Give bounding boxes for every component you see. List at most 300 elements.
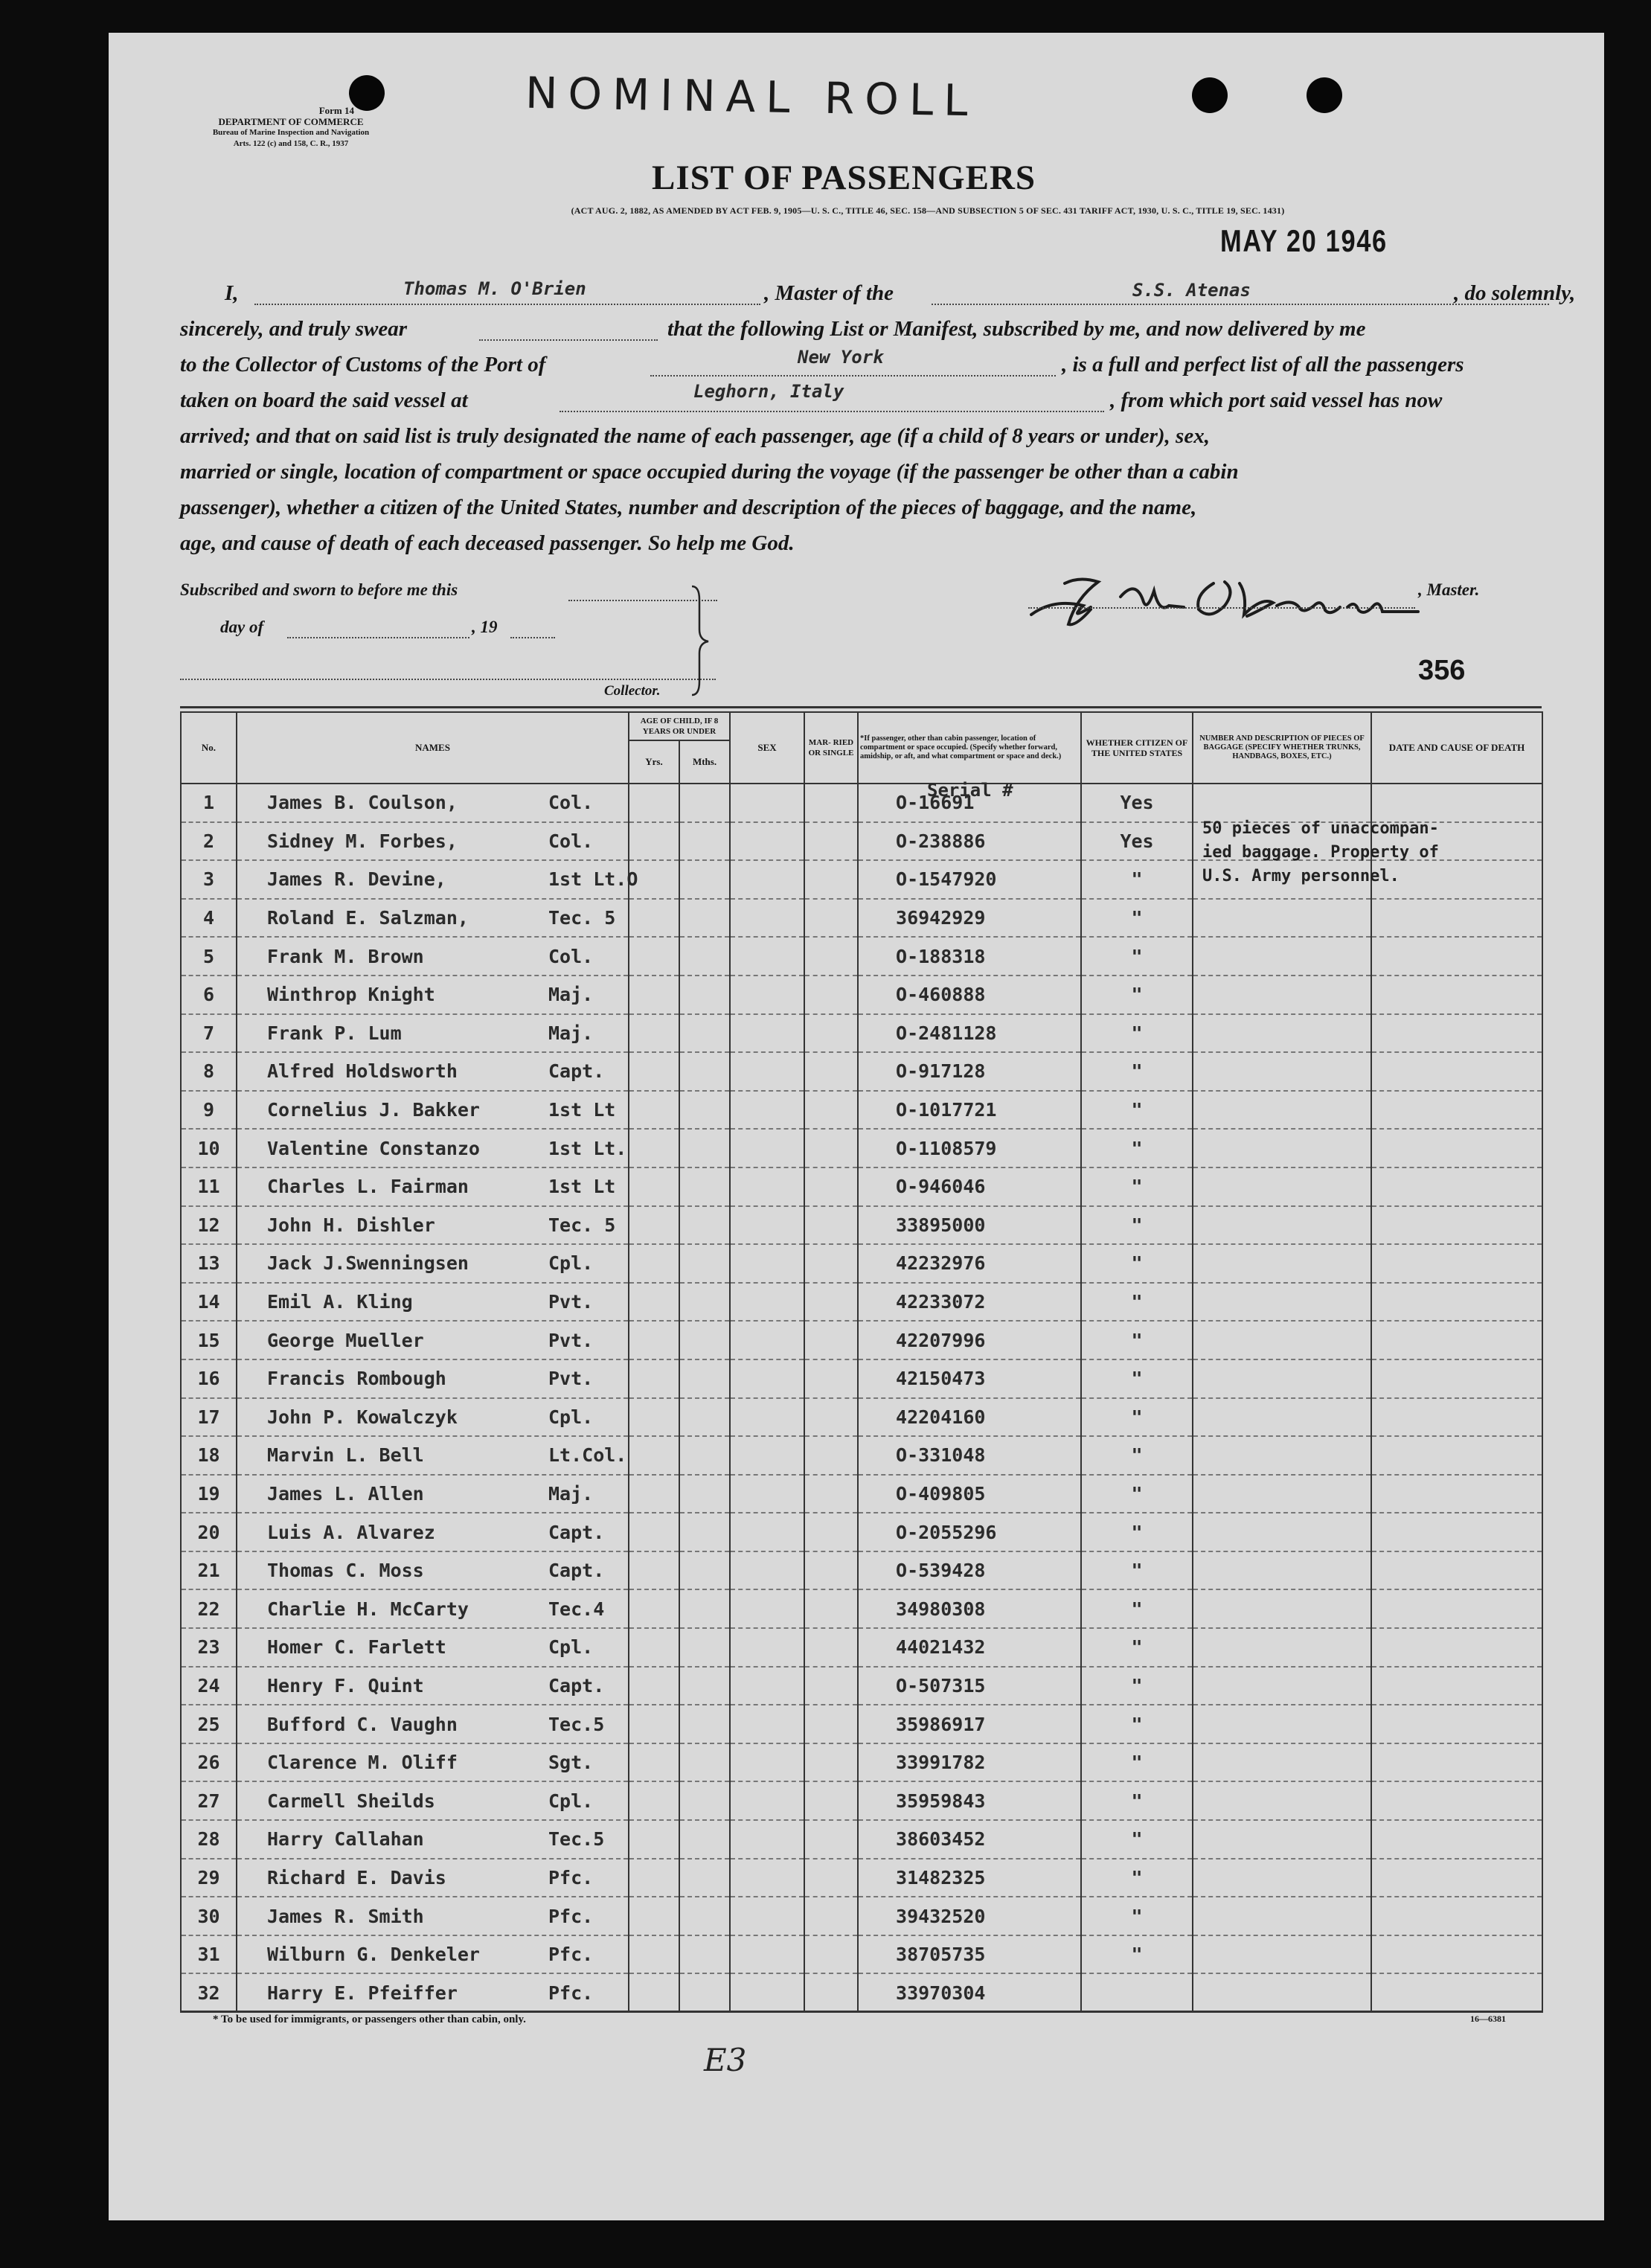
name-text: Emil A. Kling [267,1291,413,1313]
name-text: John P. Kowalczyk [267,1406,458,1428]
table-row [181,1897,1542,1935]
serial-number: 44021432 [858,1628,1081,1667]
table-row [181,784,1542,822]
age-months [679,1551,730,1590]
table-row [181,1091,1542,1130]
baggage [1193,1628,1371,1667]
name-text: Homer C. Farlett [267,1636,446,1659]
row-number: 10 [181,1129,237,1167]
rank-text: Col. [548,945,594,967]
baggage-note-line: U.S. Army personnel. [1202,867,1400,885]
marital-status [804,1628,858,1667]
citizen-status: " [1081,1283,1193,1322]
col-married: MAR- RIED OR SINGLE [804,712,858,784]
passenger-name [237,1129,629,1167]
row-number: 27 [181,1781,237,1820]
master-name: Thomas M. O'Brien [403,278,586,299]
baggage-note-line: ied baggage. Property of [1202,843,1439,862]
death [1371,1014,1542,1053]
death [1371,1475,1542,1513]
table-row [181,976,1542,1014]
marital-status [804,1283,858,1322]
age-months [679,1398,730,1437]
sex [730,1705,804,1743]
col-citizen: WHETHER CITIZEN OF THE UNITED STATES [1081,712,1193,784]
table-row [181,1321,1542,1359]
row-number: 15 [181,1321,237,1359]
baggage [1193,1398,1371,1437]
death [1371,1167,1542,1206]
death [1371,1859,1542,1897]
rank-text: Maj. [548,1022,594,1044]
passenger-name [237,1091,629,1130]
death [1371,1436,1542,1475]
table-row [181,1244,1542,1283]
rank-text: Capt. [548,1674,605,1697]
name-text: Harry Callahan [267,1828,424,1851]
age-years [629,1398,679,1437]
rank-text: Cpl. [548,1406,594,1428]
death [1371,1398,1542,1437]
table-row [181,1398,1542,1437]
name-text: John H. Dishler [267,1214,435,1236]
death [1371,1321,1542,1359]
name-text: Valentine Constanzo [267,1137,480,1159]
age-years [629,1781,679,1820]
row-number: 18 [181,1436,237,1475]
death [1371,1359,1542,1398]
name-text: Alfred Holdsworth [267,1060,458,1083]
citizen-status: " [1081,1321,1193,1359]
age-months [679,1436,730,1475]
age-years [629,1206,679,1245]
col-yrs: Yrs. [629,740,679,784]
citizen-status: " [1081,1129,1193,1167]
age-months [679,1935,730,1974]
death [1371,937,1542,976]
rank-text: Pfc. [548,1866,594,1889]
marital-status [804,1589,858,1628]
oath-text: , is a full and perfect list of all the passengers [1062,353,1464,377]
marital-status [804,1475,858,1513]
death [1371,1052,1542,1091]
table-row [181,1628,1542,1667]
passenger-table [180,711,1543,2013]
serial-number: 34980308 [858,1589,1081,1628]
age-months [679,1781,730,1820]
oath-text: , from which port said vessel has now [1110,388,1443,412]
serial-label: Serial # [927,780,1013,801]
age-years [629,1935,679,1974]
row-number: 4 [181,899,237,938]
serial-number: O-1547920 [858,860,1081,899]
citizen-status: " [1081,1436,1193,1475]
serial-number: O-460888 [858,976,1081,1014]
rank-text: Col. [548,830,594,852]
row-number: 25 [181,1705,237,1743]
page-number: 356 [1418,655,1466,686]
table-row [181,1052,1542,1091]
sex [730,1206,804,1245]
serial-number: 42233072 [858,1283,1081,1322]
sex [730,1475,804,1513]
baggage [1193,1167,1371,1206]
citizen-status: " [1081,1091,1193,1130]
row-number: 23 [181,1628,237,1667]
col-compartment: *If passenger, other than cabin passenger, location of compartment or space occupied. (Specify whether forward, amidship, or aft, and what compartment or space and deck.) [858,712,1081,784]
bottom-mark: E3 [704,2042,747,2078]
marital-status [804,1820,858,1859]
marital-status [804,1129,858,1167]
age-months [679,1820,730,1859]
rank-text: Pfc. [548,1944,594,1966]
table-row [181,1513,1542,1551]
passenger-name [237,1705,629,1743]
baggage [1193,1091,1371,1130]
passenger-name [237,1167,629,1206]
baggage [1193,1589,1371,1628]
col-death: DATE AND CAUSE OF DEATH [1371,712,1542,784]
oath-text: arrived; and that on said list is truly designated the name of each passenger, age (if a child of 8 years or under), sex, [180,424,1210,448]
age-years [629,937,679,976]
age-years [629,1667,679,1705]
name-text: Carmell Sheilds [267,1790,435,1812]
row-number: 6 [181,976,237,1014]
citizen-status: " [1081,1206,1193,1245]
name-text: Frank M. Brown [267,945,424,967]
passenger-name [237,1283,629,1322]
sex [730,1014,804,1053]
death [1371,1705,1542,1743]
marital-status [804,1244,858,1283]
name-text: Harry E. Pfeiffer [267,1982,458,2004]
baggage [1193,1897,1371,1935]
serial-number: 42232976 [858,1244,1081,1283]
arts-reference: Arts. 122 (c) and 158, C. R., 1937 [233,139,349,148]
row-number: 31 [181,1935,237,1974]
rank-text: Pvt. [548,1329,594,1351]
oath-text: that the following List or Manifest, subscribed by me, and now delivered by me [667,317,1366,341]
sex [730,1167,804,1206]
sex [730,1859,804,1897]
age-months [679,822,730,861]
marital-status [804,1551,858,1590]
death [1371,784,1542,822]
passenger-name [237,1321,629,1359]
print-code: 16—6381 [1470,2014,1506,2024]
passenger-name [237,1359,629,1398]
baggage-note-line: 50 pieces of unaccompan- [1202,819,1439,838]
serial-number: 35959843 [858,1781,1081,1820]
citizen-status [1081,1973,1193,2012]
col-no: No. [181,712,237,784]
citizen-status: " [1081,1359,1193,1398]
passenger-name [237,784,629,822]
passenger-name [237,860,638,899]
death [1371,1091,1542,1130]
rank-text: Pfc. [548,1905,594,1927]
row-number: 14 [181,1283,237,1322]
rank-text: Capt. [548,1521,605,1543]
marital-status [804,784,858,822]
name-text: Francis Rombough [267,1368,446,1390]
oath-text: to the Collector of Customs of the Port of [180,353,546,377]
age-months [679,1321,730,1359]
age-years [629,1705,679,1743]
name-text: Frank P. Lum [267,1022,402,1044]
rank-text: Pvt. [548,1291,594,1313]
name-text: James R. Devine, [267,868,446,891]
name-text: Charles L. Fairman [267,1176,469,1198]
rank-text: Col. [548,792,594,814]
rank-text: Sgt. [548,1752,594,1774]
age-years [629,899,679,938]
age-months [679,860,730,899]
serial-number: 42150473 [858,1359,1081,1398]
name-text: Bufford C. Vaughn [267,1713,458,1735]
death [1371,1244,1542,1283]
serial-number: O-188318 [858,937,1081,976]
rank-text: Cpl. [548,1790,594,1812]
port-of-arrival: New York [798,347,884,368]
marital-status [804,1167,858,1206]
passenger-name [237,976,629,1014]
serial-number: O-917128 [858,1052,1081,1091]
marital-status [804,1014,858,1053]
marital-status [804,1398,858,1437]
age-years [629,1475,679,1513]
passenger-name [237,1973,629,2012]
passenger-name [237,1820,629,1859]
baggage [1193,784,1371,822]
table-row [181,1359,1542,1398]
age-months [679,1129,730,1167]
sex [730,1743,804,1782]
rank-text: 1st Lt [548,1099,616,1121]
oath-text: passenger), whether a citizen of the United States, number and description of the pieces of baggage, and the name, [180,496,1197,519]
sex [730,1513,804,1551]
rank-text: Maj. [548,984,594,1006]
baggage [1193,899,1371,938]
age-months [679,1973,730,2012]
row-number: 19 [181,1475,237,1513]
page-title: LIST OF PASSENGERS [652,158,1036,197]
sex [730,899,804,938]
day-of-label: day of [220,618,264,636]
age-months [679,784,730,822]
row-number: 3 [181,860,237,899]
age-months [679,1052,730,1091]
serial-number: O-238886 [858,822,1081,861]
age-months [679,1359,730,1398]
row-number: 2 [181,822,237,861]
name-text: Thomas C. Moss [267,1560,424,1582]
row-number: 26 [181,1743,237,1782]
serial-number: O-331048 [858,1436,1081,1475]
citizen-status: " [1081,1052,1193,1091]
col-mths: Mths. [679,740,730,784]
table-row [181,1820,1542,1859]
sex [730,1628,804,1667]
age-years [629,1052,679,1091]
age-years [629,1551,679,1590]
marital-status [804,1321,858,1359]
passenger-name [237,822,629,861]
serial-number: O-409805 [858,1475,1081,1513]
serial-number: O-1017721 [858,1091,1081,1130]
sex [730,1973,804,2012]
table-row [181,1206,1542,1245]
citizen-status: " [1081,1897,1193,1935]
baggage [1193,1283,1371,1322]
row-number: 17 [181,1398,237,1437]
name-text: James B. Coulson, [267,792,458,814]
name-text: Charlie H. McCarty [267,1598,469,1620]
age-months [679,899,730,938]
serial-number: O-507315 [858,1667,1081,1705]
death [1371,1129,1542,1167]
date-stamp: MAY 20 1946 [1220,223,1388,258]
passenger-name [237,1859,629,1897]
citizen-status: " [1081,976,1193,1014]
citizen-status: " [1081,1820,1193,1859]
death [1371,976,1542,1014]
marital-status [804,1859,858,1897]
sex [730,1436,804,1475]
serial-number: O-946046 [858,1167,1081,1206]
marital-status [804,1935,858,1974]
citizen-status: " [1081,1014,1193,1053]
table-row [181,1551,1542,1590]
marital-status [804,822,858,861]
age-years [629,1589,679,1628]
sex [730,1897,804,1935]
sex [730,1398,804,1437]
marital-status [804,1206,858,1245]
age-months [679,1475,730,1513]
citizen-status: " [1081,1859,1193,1897]
baggage [1193,1052,1371,1091]
passenger-name [237,1551,629,1590]
age-months [679,1244,730,1283]
age-years [629,1359,679,1398]
rank-text: 1st Lt [548,1176,616,1198]
sex [730,1283,804,1322]
age-months [679,1283,730,1322]
collector-label: Collector. [604,683,661,699]
death [1371,1206,1542,1245]
sex [730,976,804,1014]
passenger-name [237,1475,629,1513]
oath-text: taken on board the said vessel at [180,388,468,412]
age-years [629,1091,679,1130]
sex [730,1589,804,1628]
row-number: 20 [181,1513,237,1551]
passenger-name [237,1052,629,1091]
passenger-name [237,1244,629,1283]
col-names: NAMES [237,712,629,784]
table-row [181,1436,1542,1475]
age-years [629,1897,679,1935]
serial-number: 42204160 [858,1398,1081,1437]
row-number: 8 [181,1052,237,1091]
row-number: 21 [181,1551,237,1590]
sex [730,1091,804,1130]
oath-text: , Master of the [764,281,894,305]
serial-number: 36942929 [858,899,1081,938]
death [1371,1283,1542,1322]
sex [730,1551,804,1590]
col-baggage: NUMBER AND DESCRIPTION OF PIECES OF BAGGAGE (SPECIFY WHETHER TRUNKS, HANDBAGS, BOXES, ETC.) [1193,712,1371,784]
serial-number: 31482325 [858,1859,1081,1897]
passenger-name [237,1667,629,1705]
citizen-status: " [1081,937,1193,976]
year-label: , 19 [472,618,498,636]
oath-i: I, [225,281,239,305]
baggage [1193,1859,1371,1897]
row-number: 24 [181,1667,237,1705]
row-number: 7 [181,1014,237,1053]
age-years [629,1743,679,1782]
age-years [629,976,679,1014]
sex [730,1820,804,1859]
rank-text: Maj. [548,1482,594,1505]
footnote: * To be used for immigrants, or passengers other than cabin, only. [213,2014,526,2025]
rank-text: Pfc. [548,1982,594,2004]
marital-status [804,899,858,938]
marital-status [804,1705,858,1743]
age-months [679,1859,730,1897]
sex [730,1667,804,1705]
row-number: 16 [181,1359,237,1398]
name-text: Richard E. Davis [267,1866,446,1889]
baggage [1193,1667,1371,1705]
row-number: 9 [181,1091,237,1130]
baggage [1193,1551,1371,1590]
act-citation: (ACT AUG. 2, 1882, AS AMENDED BY ACT FEB. 9, 1905—U. S. C., TITLE 46, SEC. 158—AND SUBSECTION 5 OF SEC. 431 TARIFF ACT, 1930, U. S. C., TITLE 19, SEC. 1431) [571,205,1285,216]
col-sex: SEX [730,712,804,784]
table-row [181,1589,1542,1628]
death [1371,1667,1542,1705]
age-months [679,1014,730,1053]
table-row [181,1859,1542,1897]
marital-status [804,1781,858,1820]
age-years [629,822,679,861]
age-years [629,1321,679,1359]
citizen-status: " [1081,1781,1193,1820]
marital-status [804,1667,858,1705]
oath-text: sincerely, and truly swear [180,317,408,341]
serial-number: O-16691 [858,784,1081,822]
row-number: 32 [181,1973,237,2012]
baggage [1193,1743,1371,1782]
baggage [1193,1206,1371,1245]
citizen-status: Yes [1081,784,1193,822]
citizen-status: " [1081,1667,1193,1705]
name-text: Cornelius J. Bakker [267,1099,480,1121]
name-text: Henry F. Quint [267,1674,424,1697]
citizen-status: " [1081,1513,1193,1551]
col-age: AGE OF CHILD, IF 8 YEARS OR UNDER [629,712,730,740]
age-months [679,1897,730,1935]
citizen-status: " [1081,1551,1193,1590]
row-number: 12 [181,1206,237,1245]
department-name: DEPARTMENT OF COMMERCE [218,116,364,127]
master-signature [1024,554,1440,635]
baggage [1193,1820,1371,1859]
citizen-status: " [1081,1475,1193,1513]
row-number: 5 [181,937,237,976]
